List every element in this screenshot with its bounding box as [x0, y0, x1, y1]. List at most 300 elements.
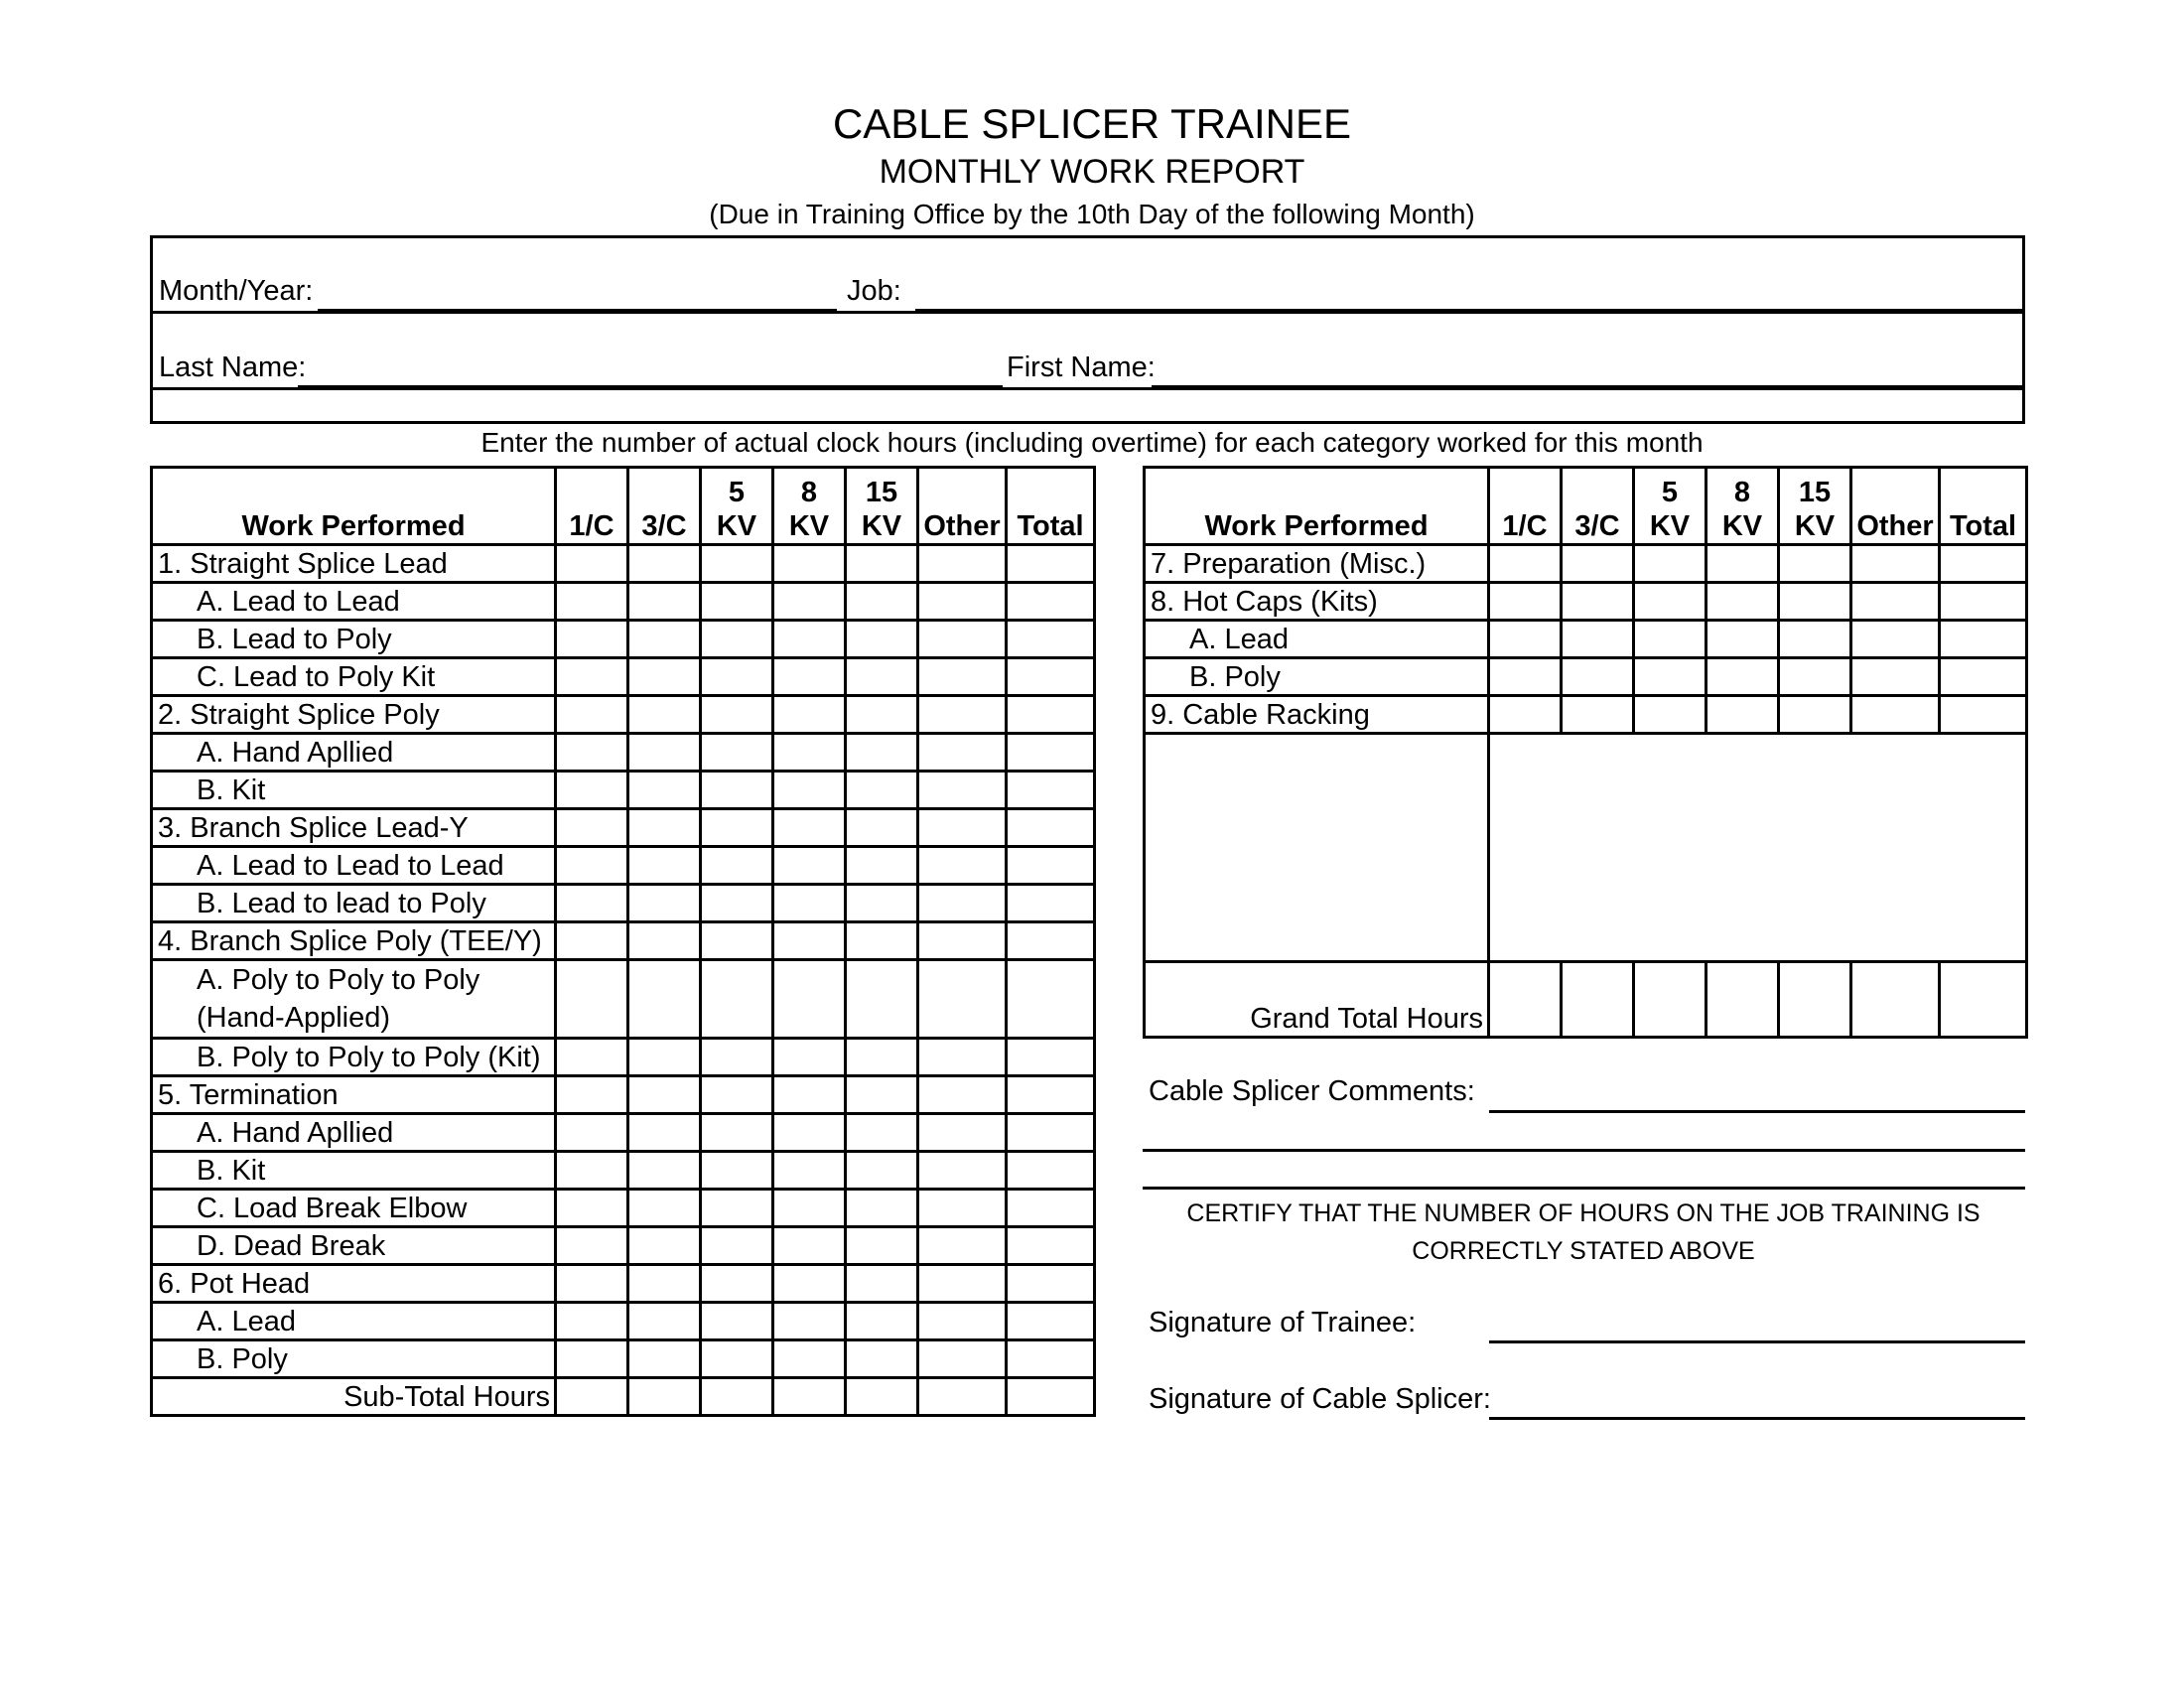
hours-cell[interactable] — [556, 1190, 628, 1227]
comments-line[interactable] — [1489, 1110, 2025, 1113]
month-year-field[interactable] — [318, 309, 837, 312]
hours-cell[interactable] — [556, 960, 628, 1039]
hours-cell[interactable] — [1007, 621, 1095, 658]
col-15kv-unit: KV — [1794, 510, 1836, 542]
hours-cell[interactable] — [628, 583, 701, 621]
hours-cell[interactable] — [1940, 696, 2027, 734]
hours-cell[interactable] — [1007, 1378, 1095, 1416]
hours-cell[interactable] — [701, 1076, 773, 1114]
hours-cell[interactable] — [773, 1152, 846, 1190]
hours-cell[interactable] — [556, 1076, 628, 1114]
row-label: 7. Preparation (Misc.) — [1145, 545, 1489, 583]
hours-cell[interactable] — [1562, 658, 1634, 696]
hours-cell[interactable] — [1940, 621, 2027, 658]
hours-cell[interactable] — [1007, 583, 1095, 621]
hours-cell[interactable] — [1489, 545, 1562, 583]
hours-cell[interactable] — [918, 809, 1007, 847]
hours-cell[interactable] — [1706, 583, 1779, 621]
hours-cell[interactable] — [846, 1152, 918, 1190]
hours-cell[interactable] — [701, 1265, 773, 1303]
hours-cell[interactable] — [918, 1039, 1007, 1076]
col-work-performed: Work Performed — [152, 468, 556, 545]
table-row — [152, 1039, 1095, 1076]
hours-cell[interactable] — [918, 847, 1007, 885]
hours-cell[interactable] — [701, 885, 773, 922]
hours-cell[interactable] — [918, 545, 1007, 583]
hours-cell[interactable] — [701, 1152, 773, 1190]
hours-cell[interactable] — [1851, 545, 1940, 583]
row-label: A. Hand Apllied — [152, 1114, 556, 1152]
hours-cell[interactable] — [556, 885, 628, 922]
table-row — [152, 1265, 1095, 1303]
row-label: D. Dead Break — [152, 1227, 556, 1265]
hours-cell[interactable] — [773, 1114, 846, 1152]
hours-cell[interactable] — [701, 583, 773, 621]
hours-cell[interactable] — [701, 734, 773, 772]
hours-cell[interactable] — [1562, 696, 1634, 734]
hours-cell[interactable] — [918, 772, 1007, 809]
table-row — [152, 1152, 1095, 1190]
hours-cell[interactable] — [1706, 621, 1779, 658]
hours-cell[interactable] — [1562, 621, 1634, 658]
hours-cell[interactable] — [701, 960, 773, 1039]
hours-cell[interactable] — [1007, 1227, 1095, 1265]
hours-cell[interactable] — [846, 658, 918, 696]
hours-cell[interactable] — [918, 621, 1007, 658]
hours-cell[interactable] — [1007, 772, 1095, 809]
hours-cell[interactable] — [1007, 658, 1095, 696]
hours-cell[interactable] — [628, 696, 701, 734]
hours-cell[interactable] — [1779, 545, 1851, 583]
hours-cell[interactable] — [773, 960, 846, 1039]
hours-cell[interactable] — [918, 734, 1007, 772]
hours-cell[interactable] — [628, 922, 701, 960]
col-8kv — [773, 468, 846, 545]
hours-cell[interactable] — [773, 1303, 846, 1340]
hours-cell[interactable] — [556, 1039, 628, 1076]
hours-cell[interactable] — [1706, 962, 1779, 1038]
hours-cell[interactable] — [628, 1265, 701, 1303]
col-5kv — [1634, 468, 1706, 545]
hours-cell[interactable] — [556, 583, 628, 621]
hours-cell[interactable] — [918, 658, 1007, 696]
certify-text-line2: CORRECTLY STATED ABOVE — [1412, 1237, 1755, 1265]
hours-cell[interactable] — [846, 1076, 918, 1114]
hours-cell[interactable] — [701, 621, 773, 658]
hours-cell[interactable] — [701, 658, 773, 696]
hours-cell[interactable] — [846, 1190, 918, 1227]
table-row — [1145, 621, 2027, 658]
hours-cell[interactable] — [773, 1227, 846, 1265]
table-row — [1145, 583, 2027, 621]
col-15kv-unit: KV — [861, 510, 902, 542]
hours-cell[interactable] — [918, 1265, 1007, 1303]
hours-cell[interactable] — [556, 1303, 628, 1340]
hours-cell[interactable] — [628, 1378, 701, 1416]
hours-cell[interactable] — [846, 772, 918, 809]
table-row — [152, 696, 1095, 734]
hours-cell[interactable] — [556, 734, 628, 772]
hours-cell[interactable] — [1562, 545, 1634, 583]
row-label: 8. Hot Caps (Kits) — [1145, 583, 1489, 621]
certify-text-line1: CERTIFY THAT THE NUMBER OF HOURS ON THE JOB TRAINING IS — [1186, 1199, 1980, 1227]
hours-cell[interactable] — [1489, 696, 1562, 734]
hours-cell[interactable] — [1940, 962, 2027, 1038]
hours-cell[interactable] — [628, 1190, 701, 1227]
hours-cell[interactable] — [773, 1076, 846, 1114]
hours-cell[interactable] — [1634, 962, 1706, 1038]
last-name-label: Last Name: — [159, 352, 307, 383]
hours-cell[interactable] — [1007, 1152, 1095, 1190]
hours-cell[interactable] — [846, 1039, 918, 1076]
hours-cell[interactable] — [1851, 583, 1940, 621]
hours-cell[interactable] — [701, 1039, 773, 1076]
hours-cell[interactable] — [1007, 1340, 1095, 1378]
hours-cell[interactable] — [556, 658, 628, 696]
hours-cell[interactable] — [918, 1114, 1007, 1152]
blank-area[interactable] — [1489, 734, 2027, 962]
info-box — [150, 235, 2025, 424]
hours-cell[interactable] — [1851, 621, 1940, 658]
hours-cell[interactable] — [701, 772, 773, 809]
row-label: C. Lead to Poly Kit — [152, 658, 556, 696]
row-label: 2. Straight Splice Poly — [152, 696, 556, 734]
hours-cell[interactable] — [773, 885, 846, 922]
last-name-field[interactable] — [298, 385, 1003, 388]
hours-cell[interactable] — [628, 1039, 701, 1076]
grand-total-row — [1145, 962, 2027, 1038]
hours-cell[interactable] — [1562, 962, 1634, 1038]
hours-cell[interactable] — [846, 847, 918, 885]
table-row — [152, 885, 1095, 922]
comments-line[interactable] — [1143, 1187, 2025, 1190]
table-header-row — [152, 468, 1095, 545]
row-label: B. Poly — [152, 1340, 556, 1378]
table-row — [152, 772, 1095, 809]
hours-cell[interactable] — [773, 734, 846, 772]
row-label: B. Poly — [1145, 658, 1489, 696]
row-label-line: A. Poly to Poly to Poly — [197, 964, 480, 996]
col-3c: 3/C — [1562, 468, 1634, 545]
hours-cell[interactable] — [1007, 1114, 1095, 1152]
comments-line[interactable] — [1143, 1149, 2025, 1152]
first-name-field[interactable] — [1152, 385, 2022, 388]
table-row — [152, 1227, 1095, 1265]
left-hours-table — [150, 466, 1096, 1417]
col-1c: 1/C — [556, 468, 628, 545]
hours-cell[interactable] — [701, 545, 773, 583]
hours-cell[interactable] — [1007, 734, 1095, 772]
sig-trainee-line[interactable] — [1489, 1340, 2025, 1343]
table-row — [152, 809, 1095, 847]
hours-cell[interactable] — [846, 696, 918, 734]
hours-cell[interactable] — [1851, 962, 1940, 1038]
col-other: Other — [918, 468, 1007, 545]
table-row — [152, 621, 1095, 658]
hours-cell[interactable] — [556, 1378, 628, 1416]
row-label: A. Lead to Lead — [152, 583, 556, 621]
table-row — [152, 960, 1095, 1039]
hours-cell[interactable] — [846, 922, 918, 960]
hours-cell[interactable] — [1851, 658, 1940, 696]
grand-total-label: Grand Total Hours — [1145, 962, 1489, 1038]
hours-cell[interactable] — [1007, 696, 1095, 734]
table-header-row — [1145, 468, 2027, 545]
hours-cell[interactable] — [701, 1378, 773, 1416]
job-label: Job: — [847, 275, 901, 307]
hours-cell[interactable] — [918, 1190, 1007, 1227]
table-row — [1145, 658, 2027, 696]
form-title: CABLE SPLICER TRAINEE — [832, 100, 1352, 147]
hours-cell[interactable] — [1706, 658, 1779, 696]
hours-cell[interactable] — [1007, 809, 1095, 847]
hours-cell[interactable] — [773, 847, 846, 885]
hours-cell[interactable] — [701, 922, 773, 960]
hours-cell[interactable] — [556, 621, 628, 658]
hours-cell[interactable] — [846, 885, 918, 922]
hours-cell[interactable] — [773, 658, 846, 696]
hours-cell[interactable] — [628, 734, 701, 772]
hours-cell[interactable] — [1706, 545, 1779, 583]
table-row — [1145, 696, 2027, 734]
hours-cell[interactable] — [1007, 1076, 1095, 1114]
hours-cell[interactable] — [846, 1114, 918, 1152]
hours-cell[interactable] — [628, 1340, 701, 1378]
hours-cell[interactable] — [1779, 696, 1851, 734]
table-row — [152, 1114, 1095, 1152]
hours-cell[interactable] — [918, 1378, 1007, 1416]
hours-cell[interactable] — [628, 772, 701, 809]
comments-label: Cable Splicer Comments: — [1149, 1075, 1475, 1107]
col-5kv — [701, 468, 773, 545]
hours-cell[interactable] — [628, 885, 701, 922]
hours-cell[interactable] — [1007, 885, 1095, 922]
job-field[interactable] — [915, 309, 2022, 312]
hours-cell[interactable] — [918, 922, 1007, 960]
hours-cell[interactable] — [773, 1265, 846, 1303]
col-5kv-top: 5 — [1661, 477, 1679, 508]
row-label: 3. Branch Splice Lead-Y — [152, 809, 556, 847]
hours-cell[interactable] — [846, 734, 918, 772]
hours-cell[interactable] — [846, 1378, 918, 1416]
sig-splicer-line[interactable] — [1489, 1417, 2025, 1420]
row-label: A. Lead — [152, 1303, 556, 1340]
hours-cell[interactable] — [556, 696, 628, 734]
row-label-line: (Hand-Applied) — [197, 1002, 391, 1034]
hours-cell[interactable] — [918, 1152, 1007, 1190]
hours-cell[interactable] — [1940, 583, 2027, 621]
hours-cell[interactable] — [1007, 1265, 1095, 1303]
table-row — [1145, 545, 2027, 583]
row-label: B. Kit — [152, 1152, 556, 1190]
row-label: B. Lead to Poly — [152, 621, 556, 658]
hours-cell[interactable] — [1940, 545, 2027, 583]
hours-cell[interactable] — [846, 1340, 918, 1378]
row-label: B. Lead to lead to Poly — [152, 885, 556, 922]
hours-cell[interactable] — [628, 847, 701, 885]
hours-cell[interactable] — [628, 1114, 701, 1152]
col-8kv-unit: KV — [788, 510, 830, 542]
right-hours-table — [1143, 466, 2028, 1039]
hours-cell[interactable] — [918, 960, 1007, 1039]
hours-cell[interactable] — [846, 583, 918, 621]
table-row — [152, 658, 1095, 696]
hours-cell[interactable] — [701, 1114, 773, 1152]
row-label: C. Load Break Elbow — [152, 1190, 556, 1227]
row-label: 1. Straight Splice Lead — [152, 545, 556, 583]
hours-cell[interactable] — [773, 621, 846, 658]
hours-cell[interactable] — [918, 885, 1007, 922]
hours-cell[interactable] — [773, 583, 846, 621]
hours-cell[interactable] — [701, 1227, 773, 1265]
col-total: Total — [1940, 468, 2027, 545]
row-label: A. Lead — [1145, 621, 1489, 658]
hours-cell[interactable] — [1779, 962, 1851, 1038]
row-label: B. Kit — [152, 772, 556, 809]
hours-cell[interactable] — [846, 621, 918, 658]
blank-area-row — [1145, 734, 2027, 962]
col-15kv — [1779, 468, 1851, 545]
hours-cell[interactable] — [556, 545, 628, 583]
row-label: B. Poly to Poly to Poly (Kit) — [152, 1039, 556, 1076]
due-note: (Due in Training Office by the 10th Day of the following Month) — [709, 199, 1475, 229]
instructions: Enter the number of actual clock hours (including overtime) for each category worked for this month — [480, 427, 1704, 458]
hours-cell[interactable] — [701, 696, 773, 734]
hours-cell[interactable] — [1779, 621, 1851, 658]
hours-cell[interactable] — [846, 1227, 918, 1265]
col-8kv-top: 8 — [1733, 477, 1751, 508]
row-label: 6. Pot Head — [152, 1265, 556, 1303]
col-5kv-top: 5 — [728, 477, 746, 508]
hours-cell[interactable] — [1007, 922, 1095, 960]
hours-cell[interactable] — [846, 545, 918, 583]
row-label: A. Lead to Lead to Lead — [152, 847, 556, 885]
month-year-label: Month/Year: — [159, 275, 314, 307]
col-15kv — [846, 468, 918, 545]
hours-cell[interactable] — [918, 696, 1007, 734]
hours-cell[interactable] — [1007, 1039, 1095, 1076]
hours-cell[interactable] — [1007, 1303, 1095, 1340]
col-1c: 1/C — [1489, 468, 1562, 545]
col-work-performed: Work Performed — [1145, 468, 1489, 545]
hours-cell[interactable] — [1851, 696, 1940, 734]
col-5kv-unit: KV — [716, 510, 757, 542]
col-8kv-unit: KV — [1721, 510, 1763, 542]
hours-cell[interactable] — [628, 1152, 701, 1190]
hours-cell[interactable] — [1007, 847, 1095, 885]
hours-cell[interactable] — [918, 1303, 1007, 1340]
col-8kv-top: 8 — [800, 477, 818, 508]
hours-cell[interactable] — [628, 1227, 701, 1265]
hours-cell[interactable] — [773, 696, 846, 734]
hours-cell[interactable] — [1634, 545, 1706, 583]
hours-cell[interactable] — [628, 1303, 701, 1340]
hours-cell[interactable] — [773, 1378, 846, 1416]
hours-cell[interactable] — [628, 960, 701, 1039]
hours-cell[interactable] — [556, 922, 628, 960]
hours-cell[interactable] — [918, 1076, 1007, 1114]
hours-cell[interactable] — [773, 1340, 846, 1378]
table-row — [152, 734, 1095, 772]
col-15kv-top: 15 — [1798, 477, 1832, 508]
hours-cell[interactable] — [1940, 658, 2027, 696]
hours-cell[interactable] — [846, 809, 918, 847]
hours-cell[interactable] — [556, 1265, 628, 1303]
row-label: 5. Termination — [152, 1076, 556, 1114]
hours-cell[interactable] — [918, 1227, 1007, 1265]
hours-cell[interactable] — [773, 809, 846, 847]
hours-cell[interactable] — [918, 583, 1007, 621]
table-row — [152, 1076, 1095, 1114]
hours-cell[interactable] — [628, 545, 701, 583]
hours-cell[interactable] — [773, 772, 846, 809]
hours-cell[interactable] — [846, 1303, 918, 1340]
hours-cell[interactable] — [1779, 658, 1851, 696]
hours-cell[interactable] — [556, 1152, 628, 1190]
blank-label-area — [1145, 734, 1489, 962]
sig-splicer-label: Signature of Cable Splicer: — [1149, 1383, 1491, 1415]
hours-cell[interactable] — [556, 772, 628, 809]
hours-cell[interactable] — [1634, 696, 1706, 734]
hours-cell[interactable] — [773, 1190, 846, 1227]
hours-cell[interactable] — [628, 621, 701, 658]
hours-cell[interactable] — [1489, 621, 1562, 658]
col-3c: 3/C — [628, 468, 701, 545]
hours-cell[interactable] — [628, 809, 701, 847]
hours-cell[interactable] — [701, 1303, 773, 1340]
hours-cell[interactable] — [773, 1039, 846, 1076]
hours-cell[interactable] — [773, 922, 846, 960]
table-row — [152, 1190, 1095, 1227]
hours-cell[interactable] — [846, 960, 918, 1039]
hours-cell[interactable] — [1489, 583, 1562, 621]
col-8kv — [1706, 468, 1779, 545]
hours-cell[interactable] — [1779, 583, 1851, 621]
table-row — [152, 922, 1095, 960]
hours-cell[interactable] — [1634, 583, 1706, 621]
hours-cell[interactable] — [628, 1076, 701, 1114]
hours-cell[interactable] — [556, 1340, 628, 1378]
table-row — [152, 1303, 1095, 1340]
subtotal-label: Sub-Total Hours — [152, 1378, 556, 1416]
hours-cell[interactable] — [1634, 621, 1706, 658]
hours-cell[interactable] — [556, 847, 628, 885]
hours-cell[interactable] — [556, 809, 628, 847]
hours-cell[interactable] — [1007, 960, 1095, 1039]
hours-cell[interactable] — [1489, 658, 1562, 696]
hours-cell[interactable] — [701, 1340, 773, 1378]
table-row — [152, 1340, 1095, 1378]
hours-cell[interactable] — [846, 1265, 918, 1303]
hours-cell[interactable] — [773, 545, 846, 583]
row-label: 9. Cable Racking — [1145, 696, 1489, 734]
hours-cell[interactable] — [628, 658, 701, 696]
hours-cell[interactable] — [1634, 658, 1706, 696]
hours-cell[interactable] — [1007, 545, 1095, 583]
hours-cell[interactable] — [1007, 1190, 1095, 1227]
hours-cell[interactable] — [1489, 962, 1562, 1038]
hours-cell[interactable] — [701, 809, 773, 847]
hours-cell[interactable] — [1706, 696, 1779, 734]
row-label: A. Hand Apllied — [152, 734, 556, 772]
hours-cell[interactable] — [1562, 583, 1634, 621]
hours-cell[interactable] — [556, 1114, 628, 1152]
hours-cell[interactable] — [701, 847, 773, 885]
col-15kv-top: 15 — [865, 477, 898, 508]
hours-cell[interactable] — [918, 1340, 1007, 1378]
hours-cell[interactable] — [556, 1227, 628, 1265]
hours-cell[interactable] — [701, 1190, 773, 1227]
